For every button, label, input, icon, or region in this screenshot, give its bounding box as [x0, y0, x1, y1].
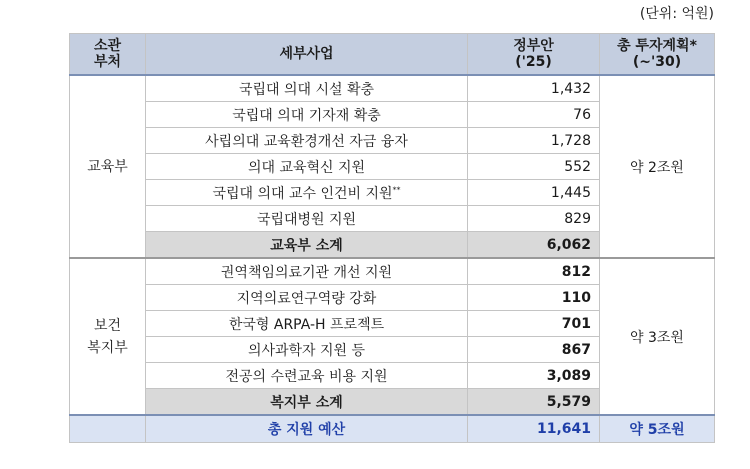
- table-row: [70, 258, 715, 285]
- unit-label: (단위: 억원): [639, 6, 714, 22]
- header-budget: 정부안 ('25): [468, 34, 600, 76]
- total-row: [70, 415, 715, 443]
- budget-cell: 552: [468, 154, 600, 180]
- item-cell: 전공의 수련교육 비용 지원: [146, 363, 468, 389]
- budget-cell: 1,445: [468, 180, 600, 206]
- total-value: 11,641: [468, 415, 600, 443]
- header-row: [70, 34, 715, 76]
- subtotal-value: 6,062: [468, 232, 600, 259]
- budget-cell: 1,728: [468, 128, 600, 154]
- item-cell: 사립의대 교육환경개선 자금 융자: [146, 128, 468, 154]
- item-cell: 의대 교육혁신 지원: [146, 154, 468, 180]
- budget-table: [69, 33, 715, 443]
- plan-cell-health: 약 3조원: [600, 258, 715, 415]
- header-dept: 소관 부처: [70, 34, 146, 76]
- header-item: 세부사업: [146, 34, 468, 76]
- budget-cell: 76: [468, 102, 600, 128]
- dept-cell-health: 보건 복지부: [70, 258, 146, 415]
- footnote-mark: **: [392, 184, 401, 194]
- table-row: [70, 75, 715, 102]
- dept-cell-education: 교육부: [70, 75, 146, 258]
- item-cell: 국립대 의대 기자재 확충: [146, 102, 468, 128]
- budget-cell: 3,089: [468, 363, 600, 389]
- budget-cell: 1,432: [468, 75, 600, 102]
- item-cell: 권역책임의료기관 개선 지원: [146, 258, 468, 285]
- plan-cell-education: 약 2조원: [600, 75, 715, 258]
- total-dept-cell: [70, 415, 146, 443]
- item-cell: 국립대 의대 교수 인건비 지원**: [146, 180, 468, 206]
- budget-cell: 812: [468, 258, 600, 285]
- budget-cell: 867: [468, 337, 600, 363]
- item-cell: 국립대 의대 시설 확충: [146, 75, 468, 102]
- item-cell: 한국형 ARPA-H 프로젝트: [146, 311, 468, 337]
- budget-cell: 829: [468, 206, 600, 232]
- item-cell: 의사과학자 지원 등: [146, 337, 468, 363]
- total-plan: 약 5조원: [600, 415, 715, 443]
- subtotal-label: 복지부 소계: [146, 389, 468, 416]
- subtotal-label: 교육부 소계: [146, 232, 468, 259]
- total-label: 총 지원 예산: [146, 415, 468, 443]
- header-plan: 총 투자계획* (~'30): [600, 34, 715, 76]
- budget-cell: 110: [468, 285, 600, 311]
- item-cell: 지역의료연구역량 강화: [146, 285, 468, 311]
- budget-cell: 701: [468, 311, 600, 337]
- subtotal-value: 5,579: [468, 389, 600, 416]
- item-cell: 국립대병원 지원: [146, 206, 468, 232]
